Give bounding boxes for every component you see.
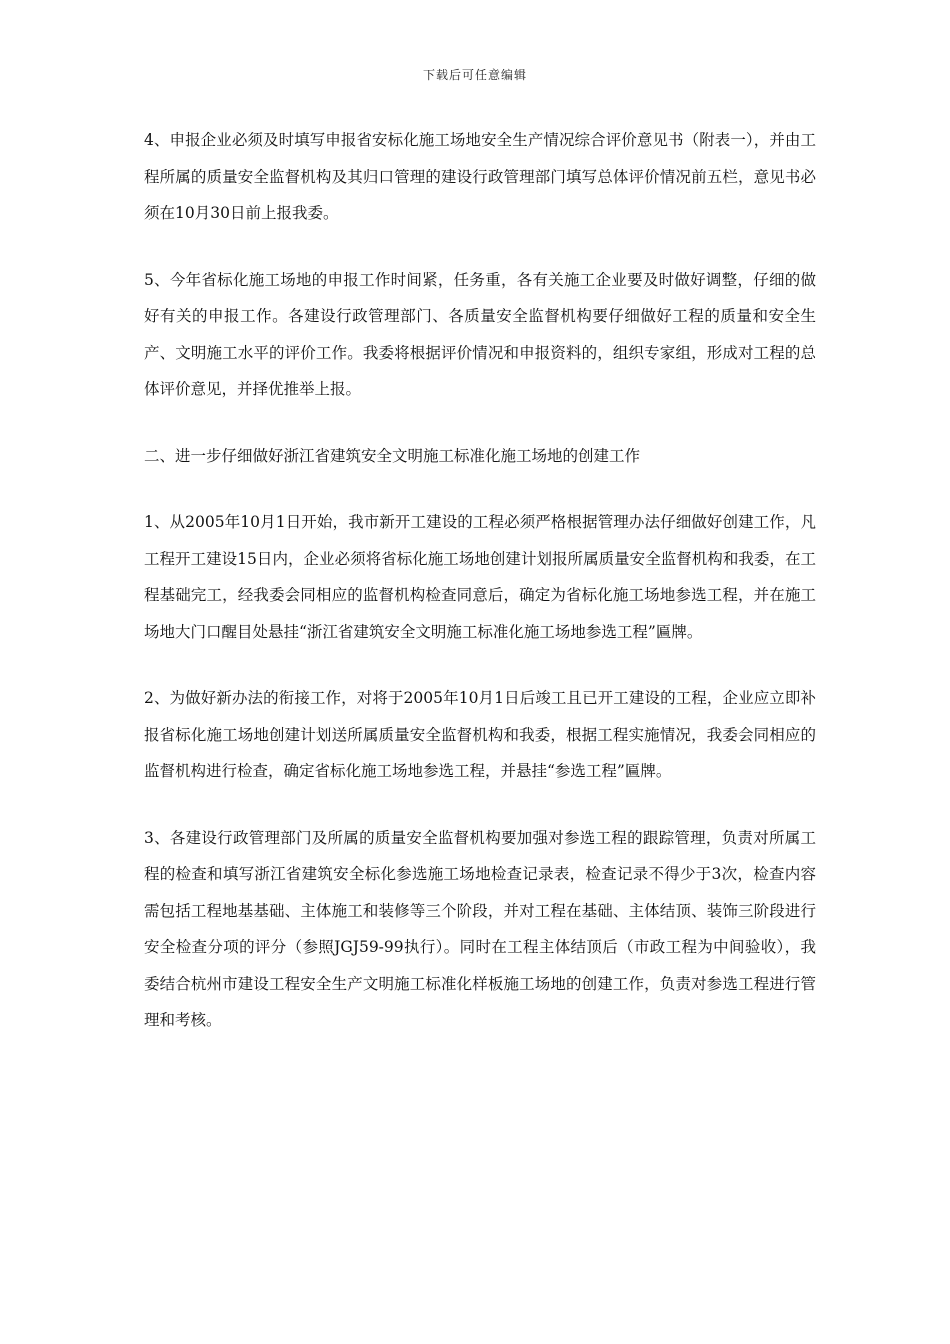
section-heading-2: 二、进一步仔细做好浙江省建筑安全文明施工标准化施工场地的创建工作 xyxy=(144,446,641,465)
download-note: 下载后可任意编辑 xyxy=(422,68,527,82)
paragraph-sub-1: 1、从2005年10月1日开始，我市新开工建设的工程必须严格根据管理办法仔细做好创建工作，凡工程开工建设15日内，企业必须将省标化施工场地创建计划报所属质量安全监督机构和我委，在工程基础完工，经我委会同相应的监督机构检查同意后，确定为省标化施工场地参选工程，并在施工场地大门口醒目处悬挂“浙江省建筑安全文明施工标准化施工场地参选工程”匾牌。 xyxy=(144,513,816,641)
paragraph-item-4: 4、申报企业必须及时填写申报省安标化施工场地安全生产情况综合评价意见书（附表一），并由工程所属的质量安全监督机构及其归口管理的建设行政管理部门填写总体评价情况前五栏，意见书必须在10月30日前上报我委。 xyxy=(144,131,816,222)
paragraph-sub-3: 3、各建设行政管理部门及所属的质量安全监督机构要加强对参选工程的跟踪管理，负责对所属工程的检查和填写浙江省建筑安全标化参选施工场地检查记录表，检查记录不得少于3次，检查内容需包括工程地基基础、主体施工和装修等三个阶段，并对工程在基础、主体结顶、装饰三阶段进行安全检查分项的评分（参照JGJ59-99执行）。同时在工程主体结顶后（市政工程为中间验收），我委结合杭州市建设工程安全生产文明施工标准化样板施工场地的创建工作，负责对参选工程进行管理和考核。 xyxy=(144,828,816,1029)
paragraph-item-5: 5、今年省标化施工场地的申报工作时间紧，任务重，各有关施工企业要及时做好调整，仔细的做好有关的申报工作。各建设行政管理部门、各质量安全监督机构要仔细做好工程的质量和安全生产、文明施工水平的评价工作。我委将根据评价情况和申报资料的，组织专家组，形成对工程的总体评价意见，并择优推举上报。 xyxy=(144,270,816,398)
document-body xyxy=(144,122,816,1069)
paragraph-sub-2: 2、为做好新办法的衔接工作，对将于2005年10月1日后竣工且已开工建设的工程，企业应立即补报省标化施工场地创建计划送所属质量安全监督机构和我委，根据工程实施情况，我委会同相应的监督机构进行检查，确定省标化施工场地参选工程，并悬挂“参选工程”匾牌。 xyxy=(144,689,816,780)
